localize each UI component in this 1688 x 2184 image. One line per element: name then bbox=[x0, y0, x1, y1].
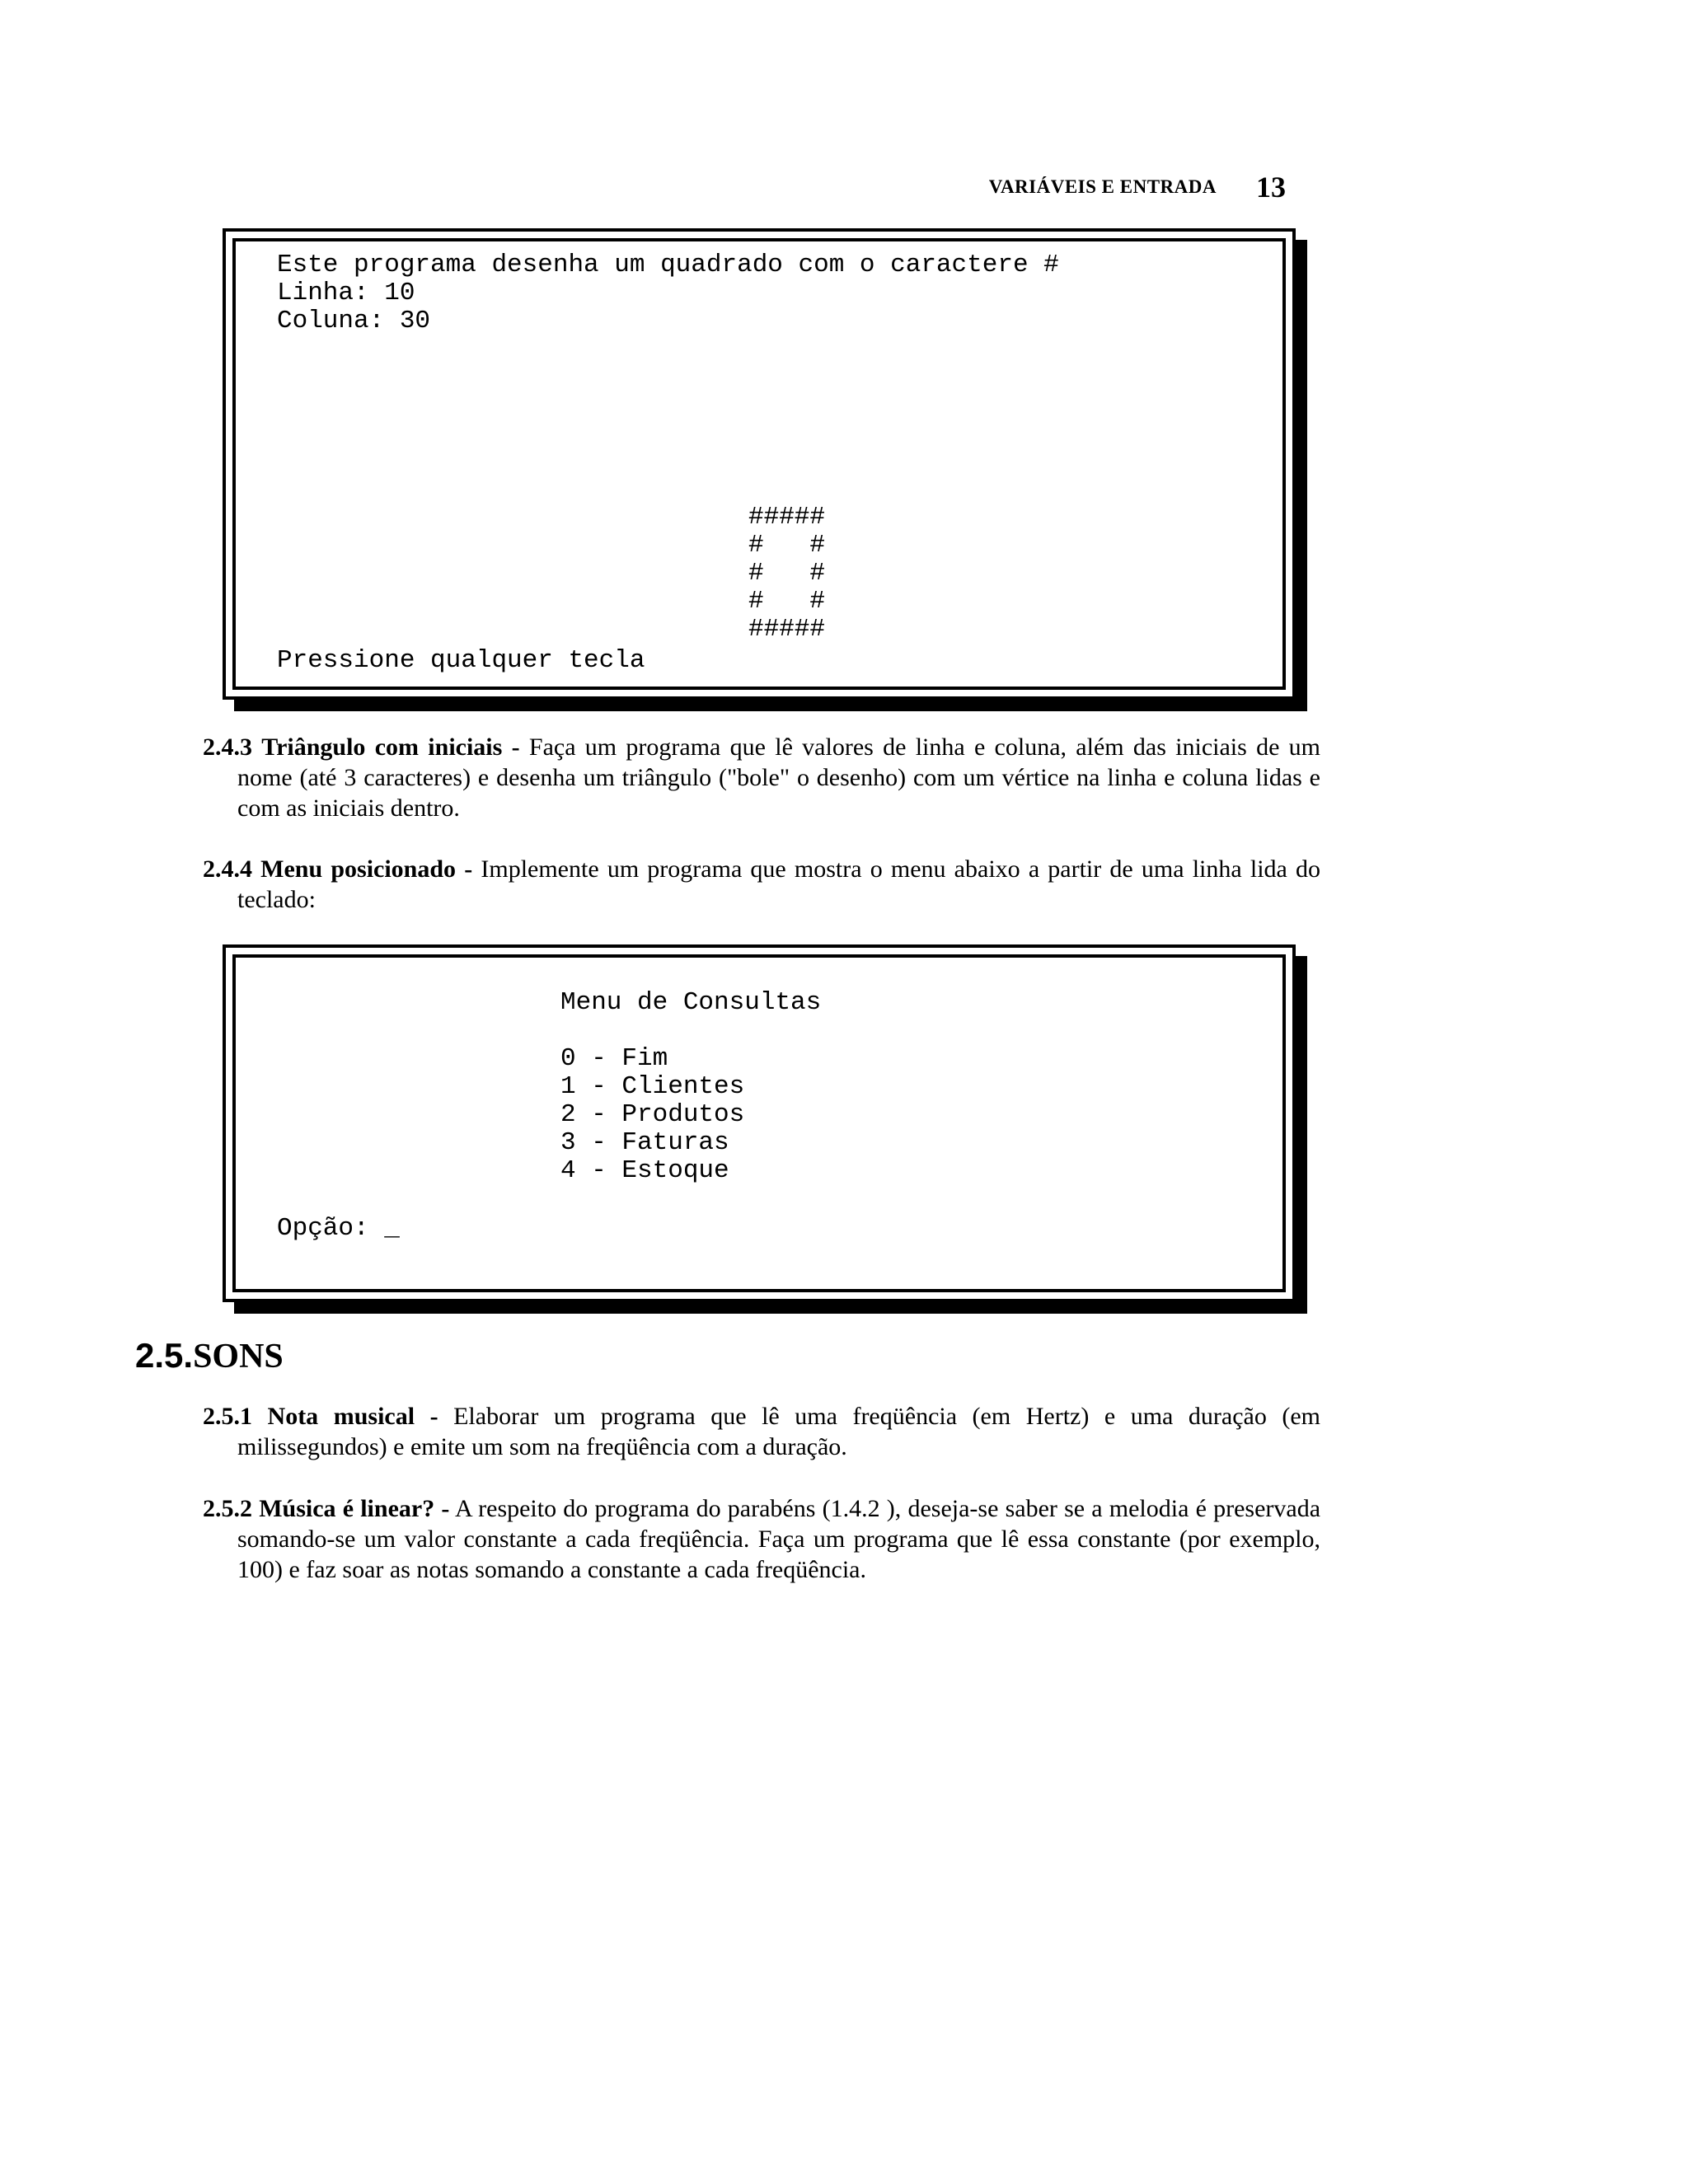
section-heading bbox=[135, 1335, 284, 1377]
screen-output-square bbox=[223, 228, 1296, 700]
menu-option: 2 - Produtos bbox=[560, 1100, 745, 1129]
menu-option: 3 - Faturas bbox=[560, 1128, 729, 1157]
exercise-text: Implemente um programa que mostra o menu abaixo a partir de uma linha lida do teclado: bbox=[237, 855, 1321, 913]
exercise-2-4-4 bbox=[203, 854, 1320, 915]
square-row: # # bbox=[748, 587, 826, 616]
screen-prompt: Pressione qualquer tecla bbox=[277, 646, 645, 675]
menu-prompt: Opção: _ bbox=[277, 1214, 400, 1243]
section-number: 2.5. bbox=[135, 1336, 194, 1375]
page-number: 13 bbox=[1256, 171, 1286, 204]
exercise-2-5-1 bbox=[203, 1401, 1320, 1462]
exercise-title: Nota musical - bbox=[267, 1403, 438, 1430]
exercise-number: 2.4.4 bbox=[203, 855, 252, 883]
menu-option: 1 - Clientes bbox=[560, 1072, 745, 1101]
exercise-title: Música é linear? - bbox=[259, 1495, 450, 1522]
exercise-number: 2.5.1 bbox=[203, 1403, 252, 1430]
exercise-2-4-3 bbox=[203, 732, 1320, 823]
section-title: SONS bbox=[193, 1338, 284, 1376]
square-row: ##### bbox=[748, 615, 826, 644]
screen-line-linha: Linha: 10 bbox=[277, 279, 415, 307]
running-head bbox=[907, 170, 1286, 204]
screen-inner-frame bbox=[232, 238, 1286, 690]
square-row: ##### bbox=[748, 503, 826, 532]
exercise-number: 2.5.2 bbox=[203, 1495, 252, 1522]
screen-line-coluna: Coluna: 30 bbox=[277, 307, 431, 335]
screen-inner-frame bbox=[232, 954, 1286, 1292]
menu-option: 0 - Fim bbox=[560, 1044, 668, 1073]
exercise-title: Menu posicionado - bbox=[260, 855, 473, 883]
exercise-text: A respeito do programa do parabéns (1.4.2 ), deseja-se saber se a melodia é preservada somando-se um valor constante a cada freqüência. Faça um programa que lê essa constante (por exemplo, 100) e faz soar as notas somando a constante a cada freqüência. bbox=[237, 1495, 1321, 1583]
running-title: VARIÁVEIS E ENTRADA bbox=[988, 176, 1217, 197]
screen-line-intro: Este programa desenha um quadrado com o caractere # bbox=[277, 251, 1059, 279]
exercise-number: 2.4.3 bbox=[203, 733, 252, 761]
screen-output-menu bbox=[223, 944, 1296, 1302]
exercise-title: Triângulo com iniciais - bbox=[261, 733, 520, 761]
menu-title: Menu de Consultas bbox=[560, 988, 822, 1017]
square-row: # # bbox=[748, 531, 826, 560]
exercise-text: Elaborar um programa que lê uma freqüência (em Hertz) e uma duração (em milissegundos) e emite um som na freqüência com a duração. bbox=[237, 1403, 1321, 1460]
exercise-2-5-2 bbox=[203, 1493, 1320, 1585]
menu-option: 4 - Estoque bbox=[560, 1156, 729, 1185]
exercise-text: Faça um programa que lê valores de linha e coluna, além das iniciais de um nome (até 3 caracteres) e desenha um triângulo ("bole" o desenho) com um vértice na linha e coluna lidas e com as iniciais dentro. bbox=[237, 733, 1321, 822]
square-row: # # bbox=[748, 559, 826, 588]
